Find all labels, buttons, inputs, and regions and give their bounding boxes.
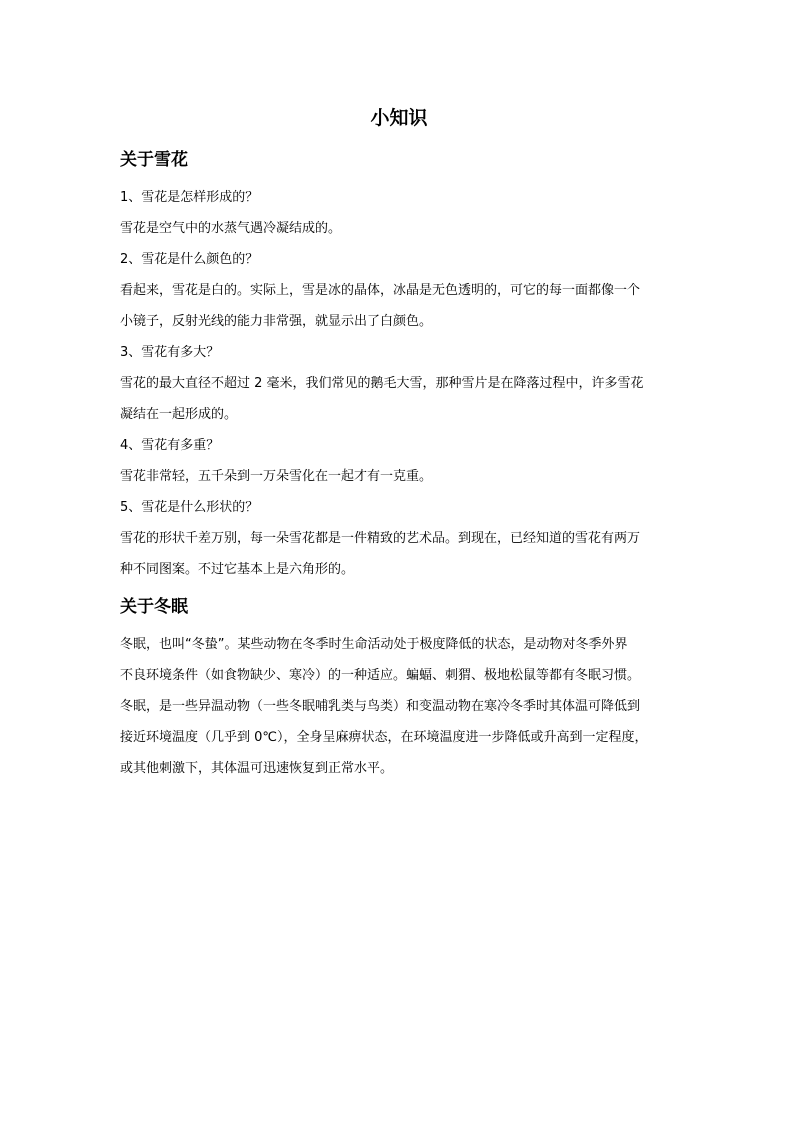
section-body [120, 182, 678, 585]
answer-line: 雪花非常轻，五千朵到一万朵雪化在一起才有一克重。 [120, 469, 433, 484]
answer-line: 种不同图案。不过它基本上是六角形的。 [120, 562, 355, 577]
question-line: 2、雪花是什么颜色的？ [120, 252, 259, 267]
paragraph-line: 或其他刺激下，其体温可迅速恢复到正常水平。 [120, 761, 394, 776]
answer-line: 雪花是空气中的水蒸气遇冷凝结成的。 [120, 221, 342, 236]
paragraph-line: 冬眠，也叫“冬蛰”。某些动物在冬季时生命活动处于极度降低的状态，是动物对冬季外界 [120, 637, 628, 652]
question-line: 3、雪花有多大？ [120, 345, 220, 360]
answer-line: 凝结在一起形成的。 [120, 407, 238, 422]
section-heading: 关于雪花 [120, 150, 188, 170]
section-snowflake [120, 148, 678, 585]
section-hibernation [120, 595, 678, 784]
answer-line: 雪花的最大直径不超过 2 毫米，我们常见的鹅毛大雪，那种雪片是在降落过程中，许多雪花 [120, 376, 644, 391]
question-line: 1、雪花是怎样形成的？ [120, 190, 259, 205]
paragraph-line: 不良环境条件（如食物缺少、寒冷）的一种适应。蝙蝠、刺猬、极地松鼠等都有冬眠习惯。 [120, 668, 641, 683]
paragraph-line: 接近环境温度（几乎到 0℃），全身呈麻痹状态，在环境温度进一步降低或升高到一定程度， [120, 730, 648, 745]
answer-line: 雪花的形状千差万别，每一朵雪花都是一件精致的艺术品。到现在，已经知道的雪花有两万 [120, 531, 641, 546]
question-line: 4、雪花有多重？ [120, 438, 220, 453]
answer-line: 小镜子，反射光线的能力非常强，就显示出了白颜色。 [120, 314, 433, 329]
section-heading: 关于冬眠 [120, 597, 188, 617]
question-line: 5、雪花是什么形状的？ [120, 500, 259, 515]
answer-line: 看起来，雪花是白的。实际上，雪是冰的晶体，冰晶是无色透明的，可它的每一面都像一个 [120, 283, 641, 298]
section-body [120, 629, 678, 784]
document-title: 小知识 [370, 107, 428, 129]
paragraph-line: 冬眠，是一些异温动物（一些冬眠哺乳类与鸟类）和变温动物在寒冷冬季时其体温可降低到 [120, 699, 641, 714]
